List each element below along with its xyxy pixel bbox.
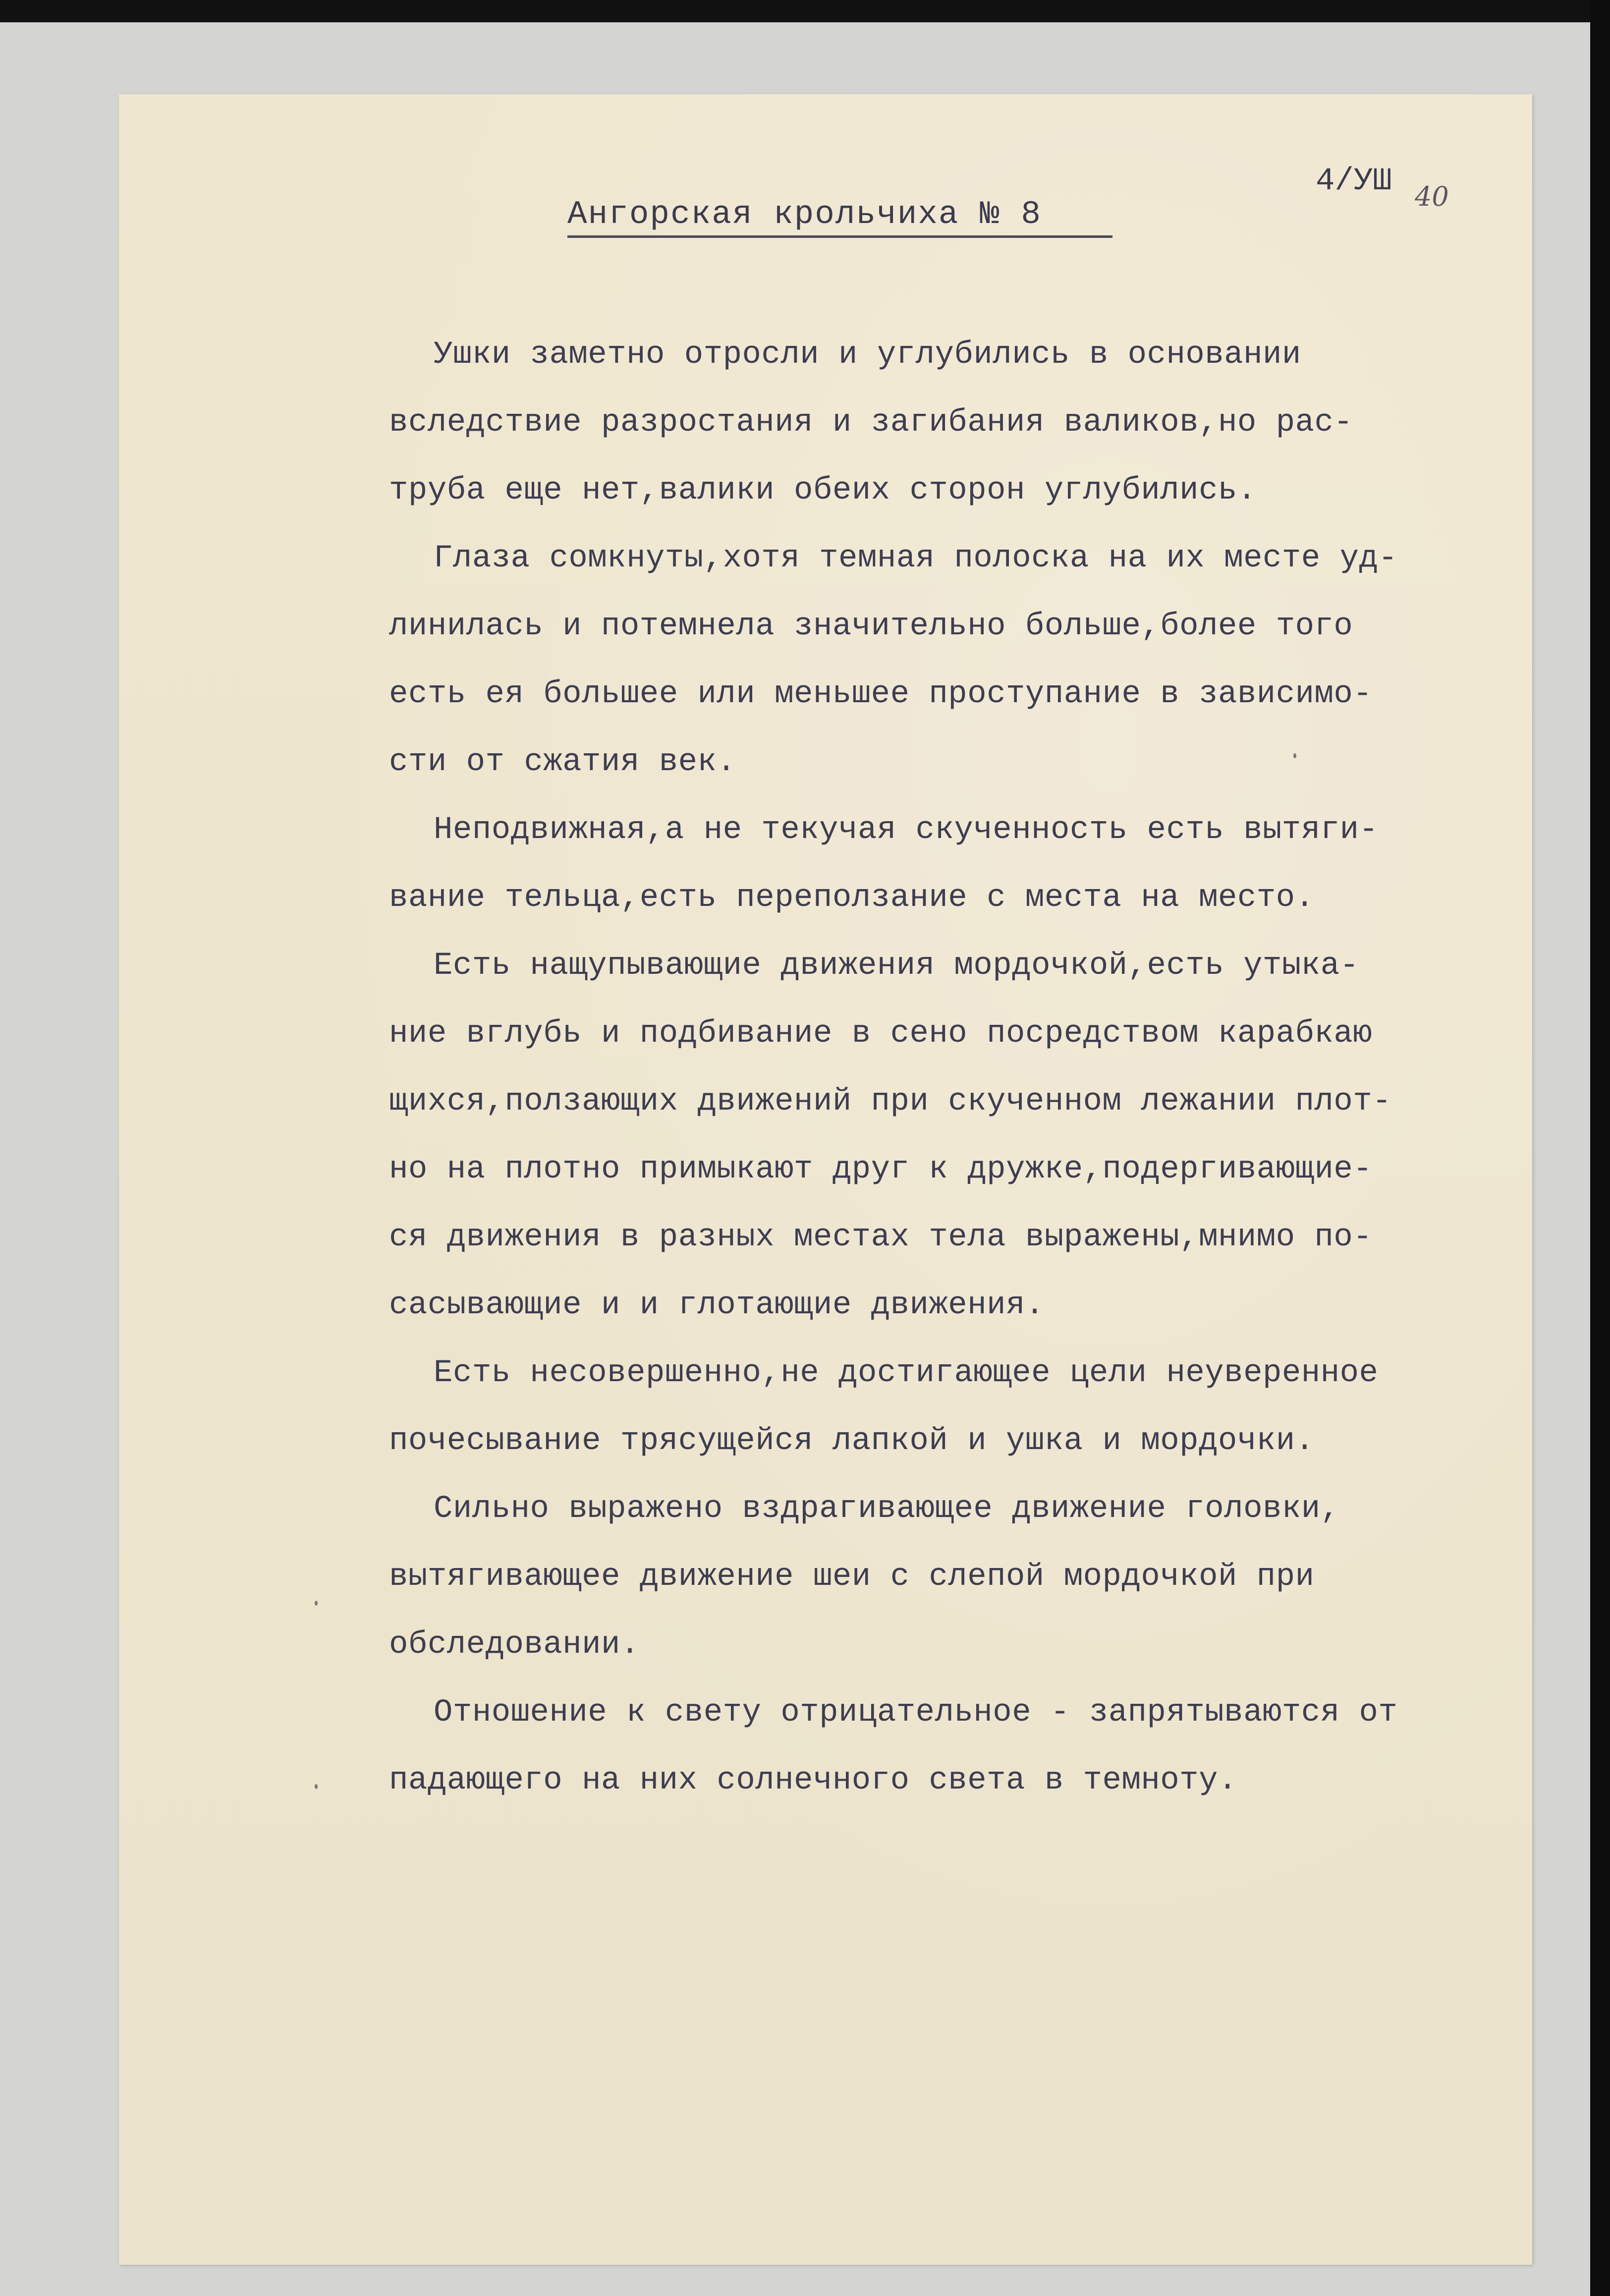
text-line: сти от сжатия век. [389,744,736,780]
scanner-right-border [1590,0,1610,2296]
text-line: падающего на них солнечного света в темноту. [389,1763,1237,1798]
text-line: Сильно выражено вздрагивающее движение головки, [434,1491,1340,1527]
text-line: обследовании. [389,1627,640,1663]
text-line: Есть несовершенно,не достигающее цели неуверенное [434,1355,1379,1391]
text-line: есть ея большее или меньшее проступание в зависимо- [389,676,1373,712]
text-line: но на плотно примыкают друг к дружке,подергивающие- [389,1152,1373,1187]
document-title: Ангорская крольчиха № 8 [567,196,1042,233]
text-line: Есть нащупывающие движения мордочкой,есть утыка- [434,948,1359,984]
text-line: почесывание трясущейся лапкой и ушка и мордочки. [389,1423,1315,1459]
text-line: Глаза сомкнуты,хотя темная полоска на их месте уд- [434,541,1398,576]
text-line: сасывающие и и глотающие движения. [389,1288,1045,1323]
paper-speck [315,1601,318,1606]
scanner-top-border [0,0,1610,22]
text-line: вытягивающее движение шеи с слепой мордочкой при [389,1559,1315,1595]
text-line: Ушки заметно отросли и углубились в основании [434,337,1301,373]
text-line: щихся,ползающих движений при скученном лежании плот- [389,1084,1392,1120]
paper-speck [1293,753,1296,758]
text-line: ние вглубь и подбивание в сено посредством карабкаю [389,1016,1373,1052]
paper-speck [315,1784,318,1789]
text-line: Отношение к свету отрицательное - запрятываются от [434,1695,1398,1731]
handwritten-page-number: 40 [1415,181,1449,212]
text-line: линилась и потемнела значительно больше,более того [389,609,1353,644]
page-reference: 4/УШ [1316,164,1392,199]
text-line: вание тельца,есть переползание с места на место. [389,880,1315,916]
text-line: труба еще нет,валики обеих сторон углубились. [389,473,1257,508]
text-line: ся движения в разных местах тела выражены,мнимо по- [389,1220,1373,1255]
text-line: Неподвижная,а не текучая скученность есть вытяги- [434,812,1379,848]
title-underline [567,235,1112,238]
typewritten-page [119,94,1532,2265]
text-line: вследствие разростания и загибания валиков,но рас- [389,405,1353,441]
document-body [389,321,1539,1815]
